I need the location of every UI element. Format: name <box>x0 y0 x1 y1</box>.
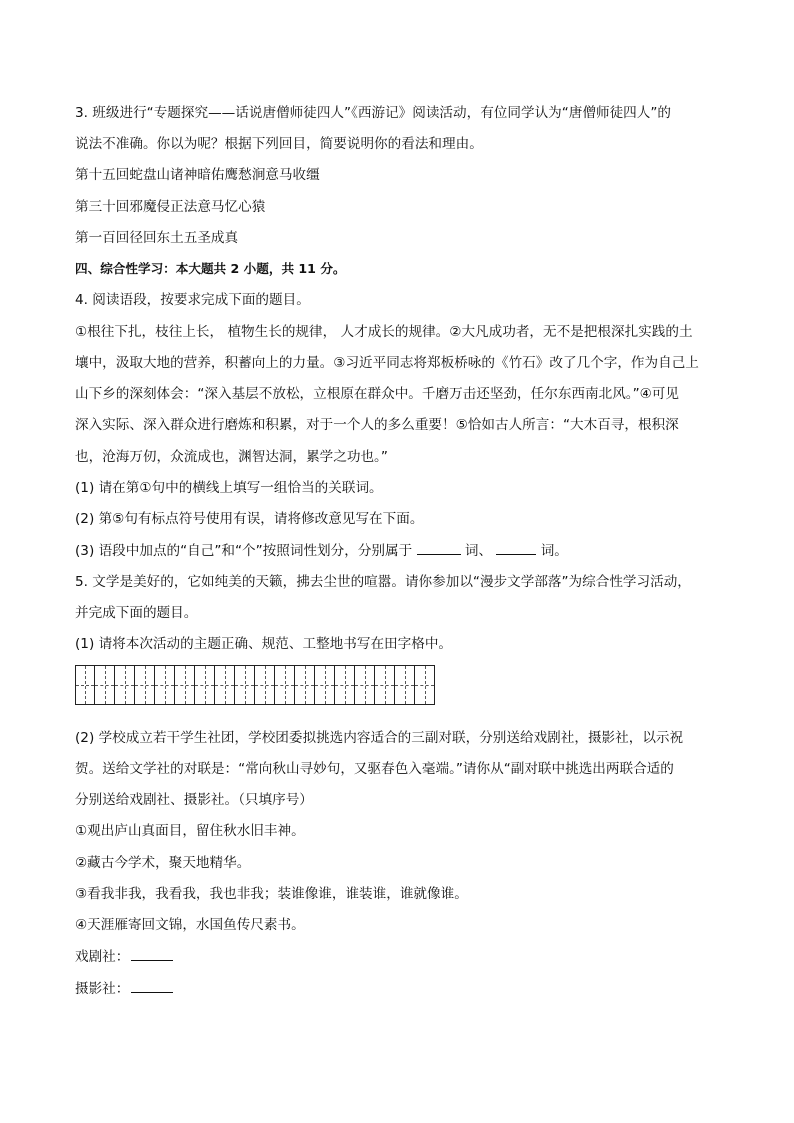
grid-cell[interactable] <box>415 665 435 705</box>
grid-cell[interactable] <box>135 665 155 705</box>
couplet-option-2: ②藏古今学术，聚天地精华。 <box>75 855 251 871</box>
grid-cell[interactable] <box>335 665 355 705</box>
photo-club-label: 摄影社： <box>75 981 130 997</box>
grid-cell[interactable] <box>195 665 215 705</box>
grid-cell[interactable] <box>95 665 115 705</box>
couplet-option-4: ④天涯雁寄回文锦，水国鱼传尺素书。 <box>75 917 305 933</box>
couplet-option-1: ①观出庐山真面目，留住秋水旧丰神。 <box>75 823 305 839</box>
grid-cell[interactable] <box>255 665 275 705</box>
grid-cell[interactable] <box>295 665 315 705</box>
answer-blank-1[interactable] <box>417 540 461 555</box>
drama-club-label: 戏剧社： <box>75 949 130 965</box>
grid-cell[interactable] <box>395 665 415 705</box>
couplet-option-3: ③看我非我，我看我，我也非我；装谁像谁，谁装谁，谁就像谁。 <box>75 886 468 902</box>
q5-sub2-line-1: (2) 学校成立若干学生社团，学校团委拟挑选内容适合的三副对联，分别送给戏剧社，摄影社，以示祝 <box>75 730 684 746</box>
photo-club-blank[interactable] <box>131 978 173 993</box>
drama-club-answer <box>75 946 173 967</box>
q4-passage-line-4: 深入实际、深入群众进行磨炼和积累，对于一个人的多么重要！⑤恰如古人所言：“大木百寻，根积深 <box>75 417 679 433</box>
q4-sub-question-3 <box>75 540 568 561</box>
q5-sub2-line-3: 分别送给戏剧社、摄影社。（只填序号） <box>75 792 313 808</box>
grid-cell[interactable] <box>115 665 135 705</box>
q3-line-2: 说法不准确。你以为呢？根据下列回目，简要说明你的看法和理由。 <box>75 136 483 152</box>
q4-sub-question-2: (2) 第⑤句有标点符号使用有误，请将修改意见写在下面。 <box>75 511 424 527</box>
q5-sub2-line-2: 贺。送给文学社的对联是：“常向秋山寻妙句，又驱春色入毫端。”请你从“副对联中挑选出两联合适的 <box>75 761 674 777</box>
grid-cell[interactable] <box>215 665 235 705</box>
grid-cell[interactable] <box>155 665 175 705</box>
grid-cell[interactable] <box>355 665 375 705</box>
q5-intro-line-1: 5. 文学是美好的，它如纯美的天籁，拂去尘世的喧嚣。请你参加以“漫步文学部落”为综合性学习活动， <box>75 574 691 590</box>
q4-passage-line-5: 也，沧海万仞，众流成也，渊智达洞，累学之功也。” <box>75 449 388 465</box>
grid-cell[interactable] <box>375 665 395 705</box>
q4-passage-line-2: 壤中，汲取大地的营养，积蓄向上的力量。③习近平同志将郑板桥咏的《竹石》改了几个字，作为自己上 <box>75 355 699 371</box>
q4-sub-question-1: (1) 请在第①句中的横线上填写一组恰当的关联词。 <box>75 480 383 496</box>
grid-cell[interactable] <box>175 665 195 705</box>
grid-cell[interactable] <box>275 665 295 705</box>
photo-club-answer <box>75 978 173 999</box>
q4-sub3-suffix: 词。 <box>540 543 568 559</box>
grid-cell[interactable] <box>235 665 255 705</box>
section4-heading: 四、综合性学习：本大题共 2 小题，共 11 分。 <box>75 261 346 276</box>
grid-cell[interactable] <box>75 665 95 705</box>
q4-sub3-prefix: (3) 语段中加点的“自己”和“个”按照词性划分，分别属于 <box>75 543 413 559</box>
q4-passage-line-3: 山下乡的深刻体会：“深入基层不放松，立根原在群众中。千磨万击还坚劲，任尔东西南北风。”④可见 <box>75 386 679 402</box>
answer-blank-2[interactable] <box>496 540 536 555</box>
q4-sub3-middle: 词、 <box>464 543 493 559</box>
writing-grid[interactable] <box>75 665 435 705</box>
q5-sub-question-1: (1) 请将本次活动的主题正确、规范、工整地书写在田字格中。 <box>75 636 453 652</box>
q3-chapter-2: 第三十回邪魔侵正法意马忆心猿 <box>75 199 266 215</box>
q4-intro: 4. 阅读语段，按要求完成下面的题目。 <box>75 292 310 308</box>
q3-line-1: 3. 班级进行“专题探究——话说唐僧师徒四人”《西游记》阅读活动，有位同学认为“唐僧师徒四人”的 <box>75 105 672 121</box>
q5-intro-line-2: 并完成下面的题目。 <box>75 605 198 621</box>
q4-passage-line-1: ①根往下扎，枝往上长， 植物生长的规律， 人才成长的规律。②大凡成功者，无不是把根深扎实践的土 <box>75 324 693 340</box>
q3-chapter-1: 第十五回蛇盘山诸神暗佑鹰愁涧意马收缰 <box>75 167 320 183</box>
grid-cell[interactable] <box>315 665 335 705</box>
drama-club-blank[interactable] <box>131 946 173 961</box>
q3-chapter-3: 第一百回径回东土五圣成真 <box>75 230 239 246</box>
